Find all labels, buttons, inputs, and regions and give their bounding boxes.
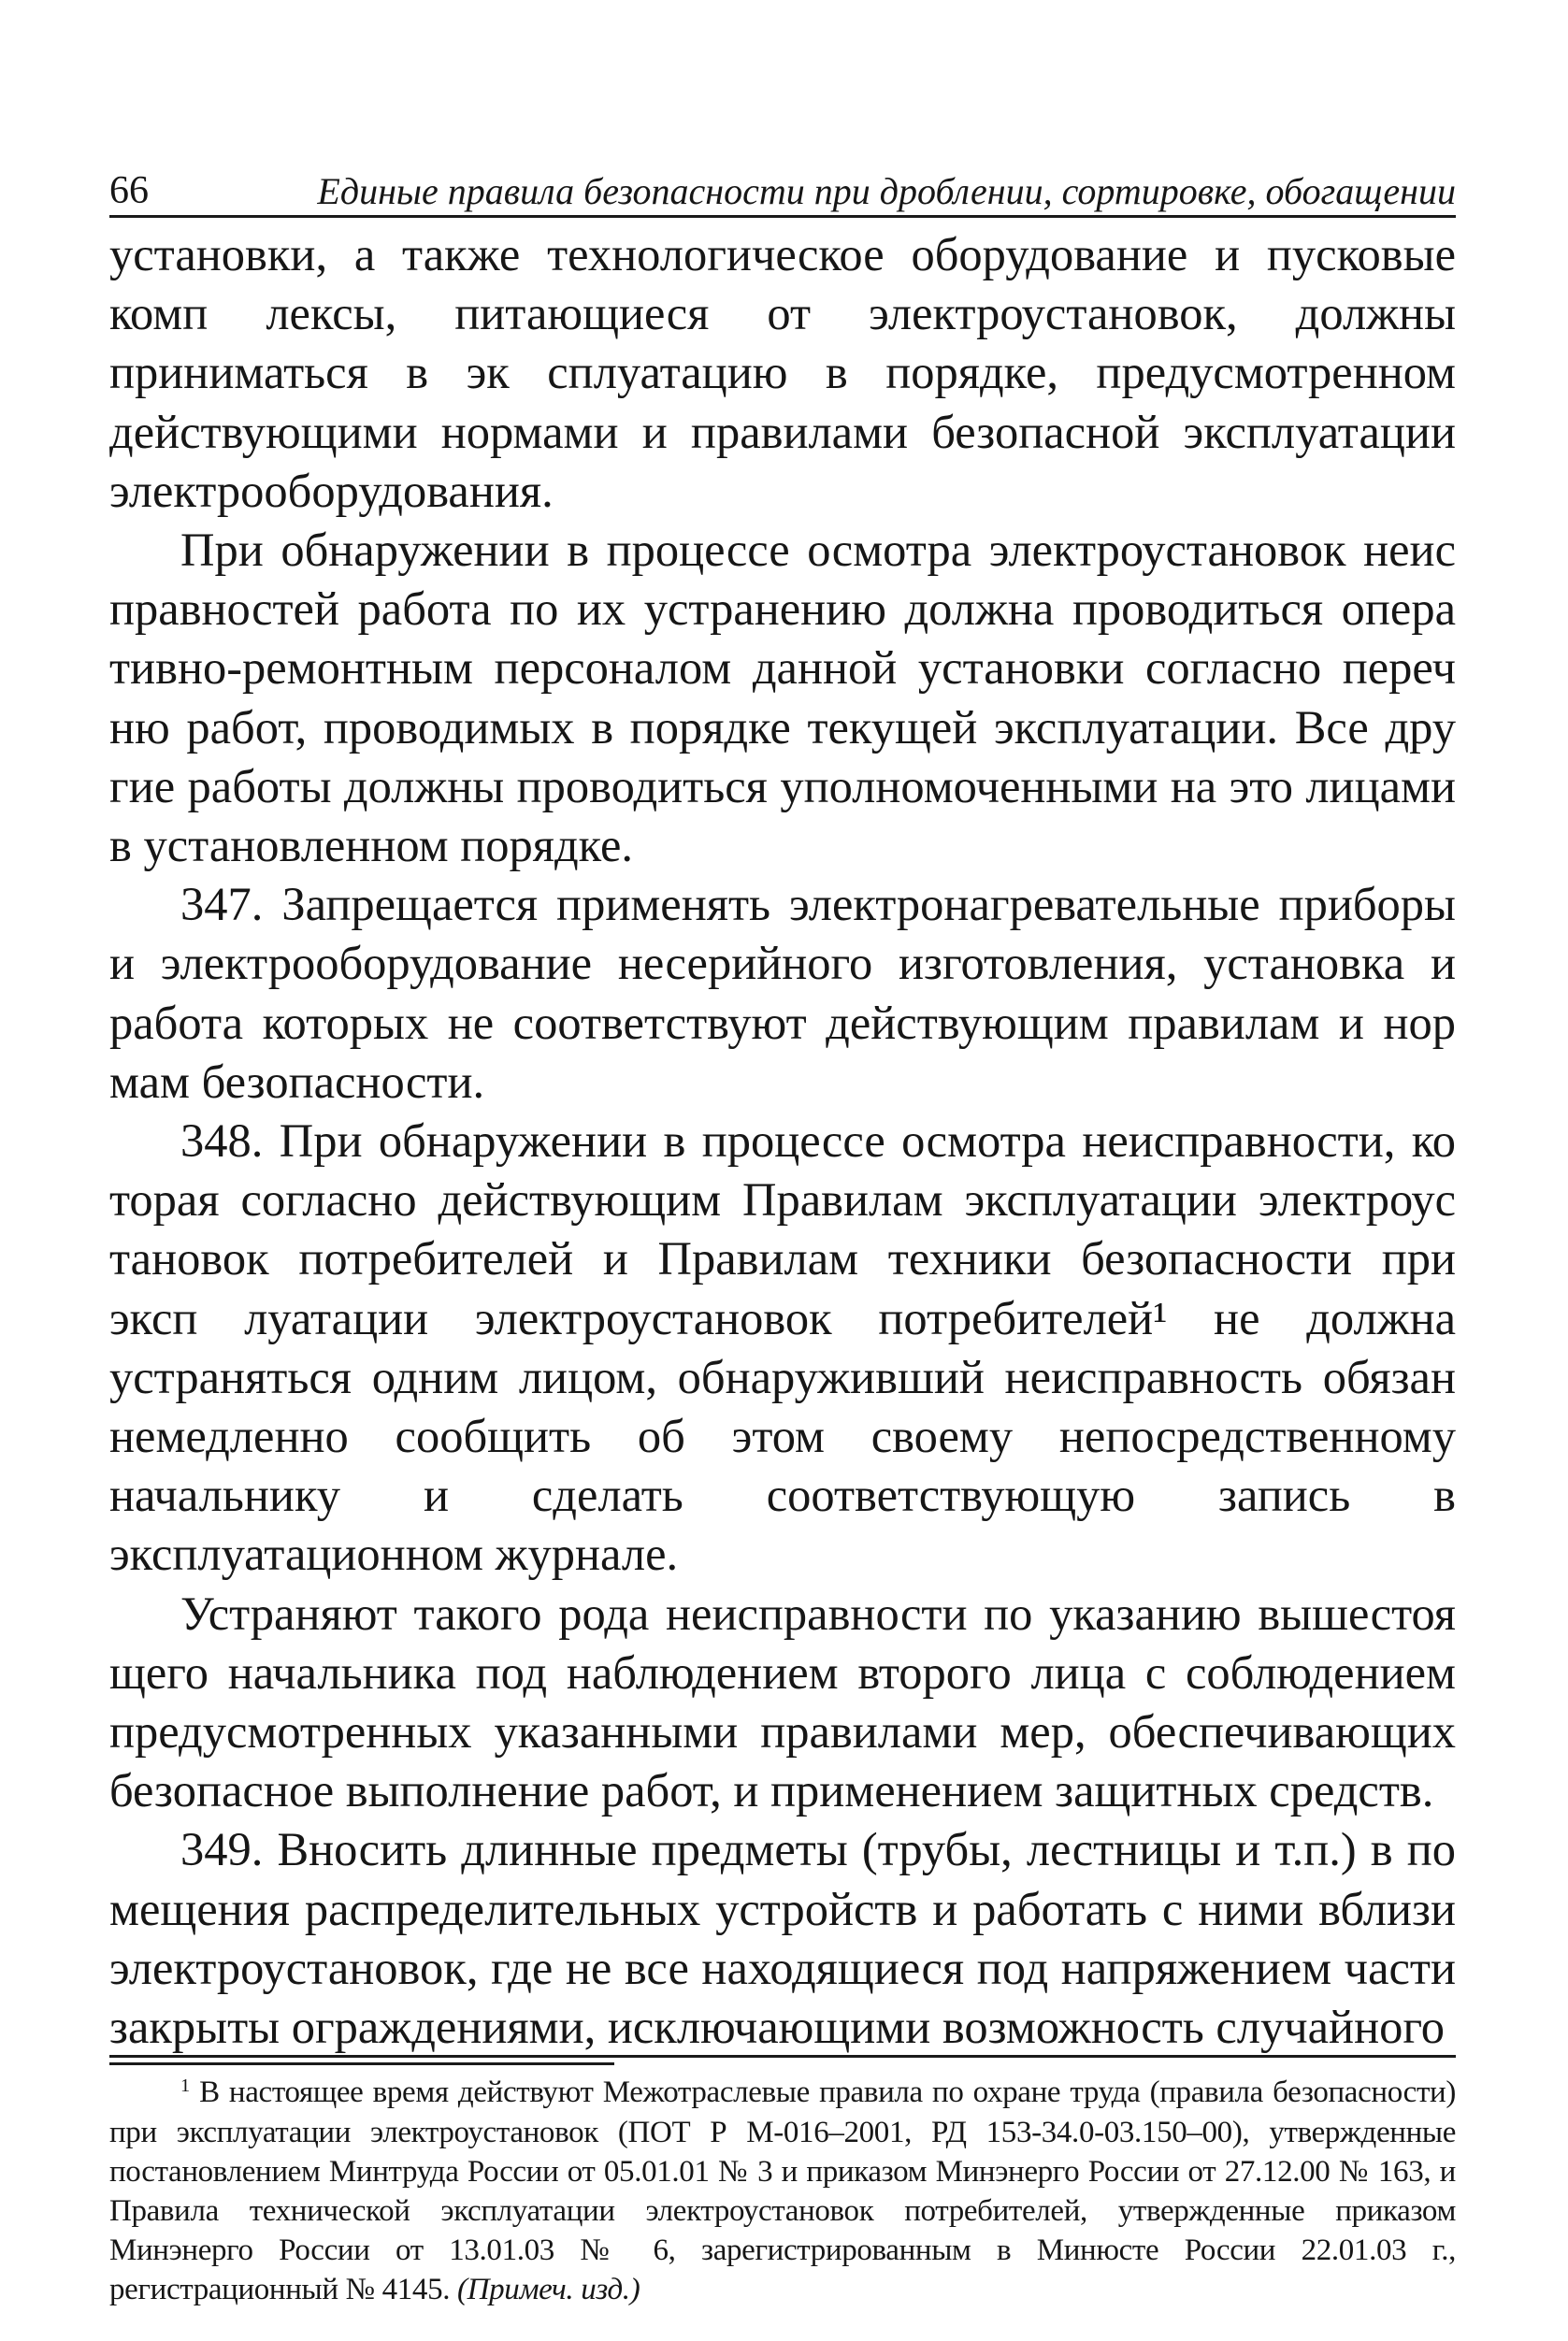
text-line: и работа которых не соответствуют действующим правилам и нор: [109, 937, 1456, 1049]
page-header: [109, 159, 1456, 218]
bottom-divider: [109, 2055, 1456, 2058]
footnote-text: В настоящее время действуют Межотраслевые правила по охране труда (правила безопасности) при эксплуатации электроустановок (ПОТ Р М-016–2001, РД 153-34.0-03.150–00), утвержденные постановлением Минтруда России от 05.01.01 № 3 и приказом Минэнерго России от 27.12.00 № 163, и Правила технической эксплуатации электроустановок потребителей, утвержденные приказом Минэнерго России от 13.01.03 № 6, зарегистрированным в Минюсте России 22.01.03 г., регистрационный № 4145.: [109, 2075, 1456, 2307]
text-line: сообщить об этом своему непосредственному начальнику и сделать: [109, 1410, 1456, 1522]
text-line: электроустановок, где не все находящиеся под напряжением части: [109, 1941, 1456, 1994]
text-line: безопасное выполнение работ, и применением защитных средств.: [109, 1764, 1434, 1817]
text-line: предусмотренных указанными правилами мер, обеспечивающих: [109, 1705, 1456, 1759]
text-line: мам безопасности.: [109, 1055, 485, 1108]
text-line: закрыты ограждениями, исключающими возможность случайного: [109, 2001, 1446, 2054]
running-title: Единые правила безопасности при дроблении, сортировке, обогащении: [317, 170, 1456, 212]
paragraph: [109, 521, 1456, 875]
paragraph-347: [109, 875, 1456, 1112]
footnote-marker: 1: [180, 2075, 190, 2097]
text-line: 349. Вносить длинные предметы (трубы, лестницы и т.п.) в по: [180, 1823, 1456, 1876]
text-line: ню работ, проводимых в порядке текущей эксплуатации. Все дру: [109, 700, 1456, 754]
text-line: и правилами безопасной эксплуатации электрооборудования.: [109, 405, 1456, 517]
paragraph: [109, 1585, 1456, 1821]
paragraph: [109, 225, 1456, 521]
text-line: одним лицом, обнаруживший неисправность обязан немедленно: [109, 1350, 1456, 1463]
text-line: установки, а также технологическое оборудование и пусковые комп: [109, 228, 1456, 340]
paragraph-348: [109, 1112, 1456, 1585]
text-line: 347. Запрещается применять электронагревательные приборы: [180, 878, 1456, 931]
text-line: При обнаружении в процессе осмотра электроустановок неис: [180, 524, 1456, 577]
footnote-note: (Примеч. изд.): [457, 2273, 640, 2307]
text-line: тивно-ремонтным персоналом данной установки согласно переч: [109, 641, 1456, 695]
body-text: [109, 225, 1456, 2057]
text-line: щего начальника под наблюдением второго лица с соблюдением: [109, 1645, 1456, 1699]
footnote: [109, 2073, 1456, 2309]
text-line: тановок потребителей и Правилам техники безопасности при эксп: [109, 1232, 1456, 1344]
text-line: и электрооборудование несерийного изготовления, установка: [109, 937, 1431, 990]
text-line: 348. При обнаружении в процессе осмотра неисправности, ко: [180, 1114, 1456, 1168]
text-line: луатации электроустановок потребителей¹ не должна устраняться: [109, 1291, 1457, 1403]
text-line: гие работы должны проводиться уполномоченными на это лицами: [109, 759, 1456, 812]
footnote-divider: [109, 2062, 614, 2065]
page-number: 66: [109, 169, 149, 212]
text-line: мещения распределительных устройств и работать с ними вблизи: [109, 1882, 1456, 1935]
text-line: торая согласно действующим Правилам эксплуатации электроус: [109, 1173, 1456, 1227]
text-line: сплуатацию в порядке, предусмотренном действующими нормами: [109, 346, 1457, 458]
text-line: правностей работа по их устранению должна проводиться опера: [109, 582, 1456, 636]
text-line: в установленном порядке.: [109, 819, 633, 872]
text-line: соответствующую запись в эксплуатационном журнале.: [109, 1469, 1457, 1581]
text-line: лексы, питающиеся от электроустановок, должны приниматься в эк: [109, 287, 1457, 399]
paragraph-349: [109, 1820, 1456, 2057]
page: [109, 159, 1456, 2341]
text-line: Устраняют такого рода неисправности по указанию вышестоя: [180, 1587, 1456, 1640]
